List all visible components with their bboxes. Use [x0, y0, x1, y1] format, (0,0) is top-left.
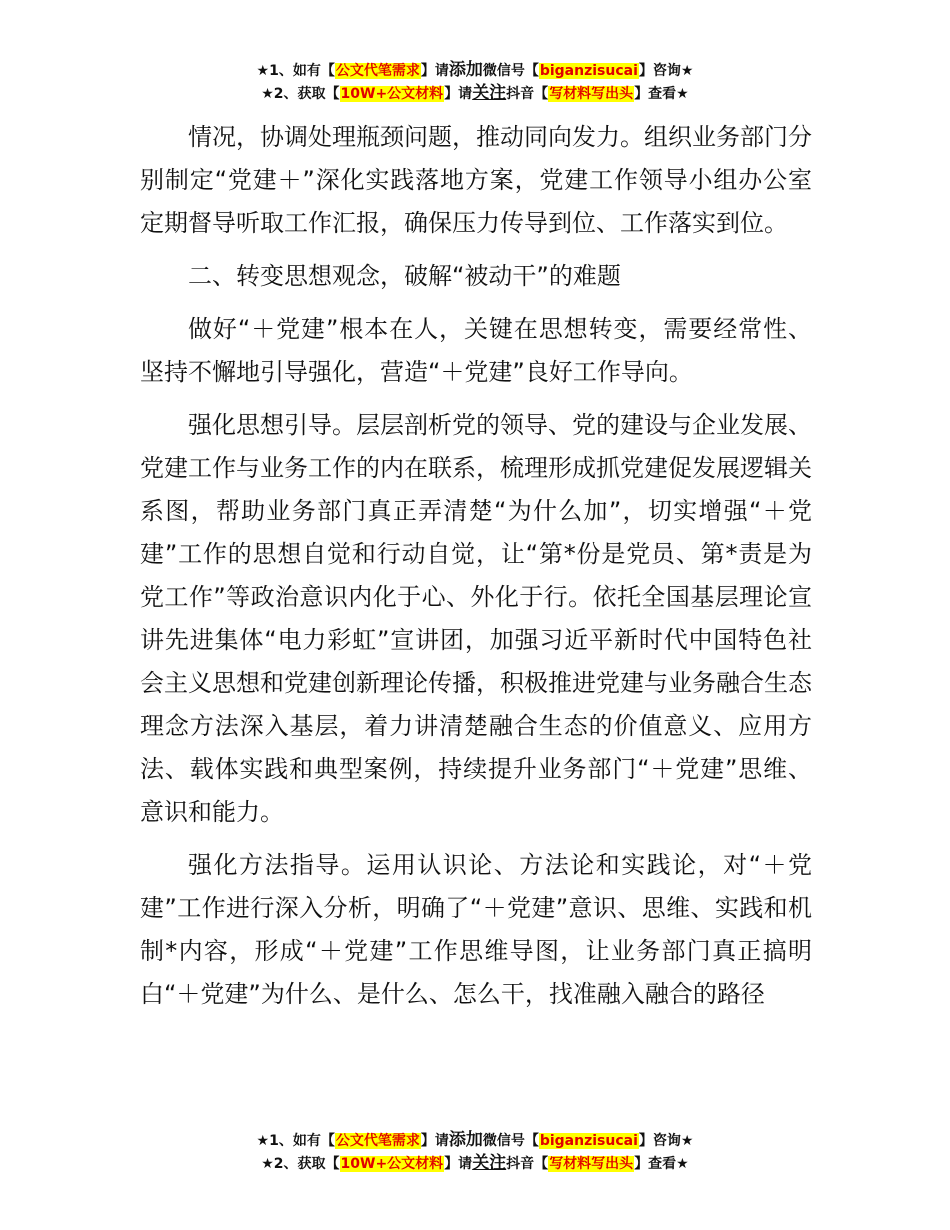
footer-banner	[0, 1129, 950, 1175]
footer-highlight-douyin: 写材料写出头	[549, 1156, 634, 1172]
banner-highlight-service: 公文代笔需求	[335, 63, 420, 79]
section-heading: 二、转变思想观念，破解“被动干”的难题	[188, 262, 621, 290]
paragraph-method-guidance: 强化方法指导。运用认识论、方法论和实践论，对“＋党建”工作进行深入分析，明确了“＋党建”意识、思维、实践和机制*内容，形成“＋党建”工作思维导图，让业务部门真正搞明白“＋党建”为什么、是什么、怎么干，找准融入融合的路径	[140, 851, 812, 1008]
banner-line-2: ★2、获取【10W+公文材料】请关注抖音【写材料写出头】查看★	[261, 83, 689, 103]
paragraph-intro: 做好“＋党建”根本在人，关键在思想转变，需要经常性、坚持不懈地引导强化，营造“＋党建”良好工作导向。	[140, 315, 812, 386]
document-body	[140, 116, 812, 1026]
footer-highlight-materials: 10W+公文材料	[340, 1156, 444, 1172]
footer-line-2: ★2、获取【10W+公文材料】请关注抖音【写材料写出头】查看★	[261, 1153, 689, 1173]
banner-highlight-wechat: biganzisucai	[539, 63, 638, 79]
header-banner	[0, 59, 950, 105]
footer-highlight-wechat: biganzisucai	[539, 1133, 638, 1149]
banner-highlight-materials: 10W+公文材料	[340, 86, 444, 102]
banner-highlight-douyin: 写材料写出头	[549, 86, 634, 102]
footer-line-1: ★1、如有【公文代笔需求】请添加微信号【biganzisucai】咨询★	[256, 1130, 694, 1150]
banner-line-1: ★1、如有【公文代笔需求】请添加微信号【biganzisucai】咨询★	[256, 60, 694, 80]
paragraph-thought-guidance: 强化思想引导。层层剖析党的领导、党的建设与企业发展、党建工作与业务工作的内在联系，梳理形成抓党建促发展逻辑关系图，帮助业务部门真正弄清楚“为什么加”，切实增强“＋党建”工作的思想自觉和行动自觉，让“第*份是党员、第*责是为党工作”等政治意识内化于心、外化于行。依托全国基层理论宣讲先进集体“电力彩虹”宣讲团，加强习近平新时代中国特色社会主义思想和党建创新理论传播，积极推进党建与业务融合生态理念方法深入基层，着力讲清楚融合生态的价值意义、应用方法、载体实践和典型案例，持续提升业务部门“＋党建”思维、意识和能力。	[140, 411, 812, 826]
footer-highlight-service: 公文代笔需求	[335, 1133, 420, 1149]
paragraph-continuation: 情况，协调处理瓶颈问题，推动同向发力。组织业务部门分别制定“党建＋”深化实践落地方案，党建工作领导小组办公室定期督导听取工作汇报，确保压力传导到位、工作落实到位。	[140, 123, 812, 237]
